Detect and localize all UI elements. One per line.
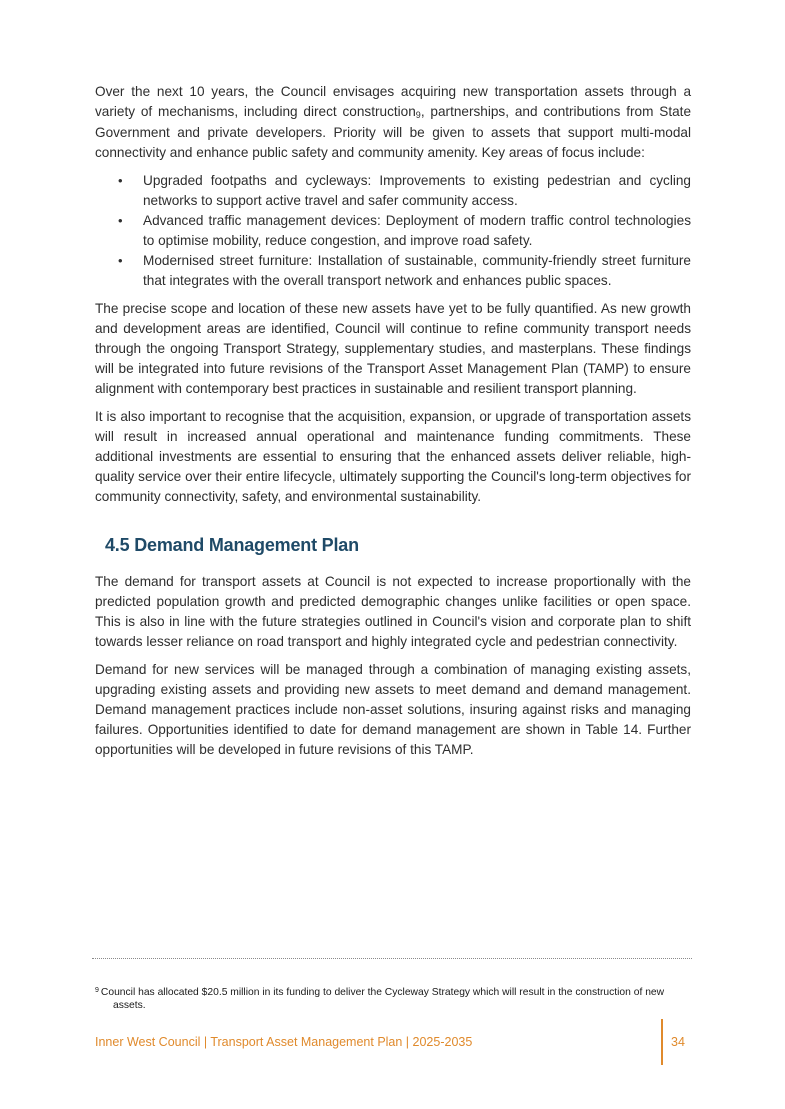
- footnote-text: Council has allocated $20.5 million in its funding to deliver the Cycleway Strategy which will result in the construction of new: [100, 987, 665, 998]
- page-footer: Inner West Council | Transport Asset Management Plan | 2025-2035: [95, 1035, 473, 1049]
- acquisition-paragraph: It is also important to recognise that the acquisition, expansion, or upgrade of transportation assets will result in increased annual operational and maintenance funding commitments. These additional investments are essential to ensuring that the enhanced assets deliver reliable, high-quality service over their entire lifecycle, ultimately supporting the Council's long-term objectives for community connectivity, safety, and environmental sustainability.: [95, 409, 691, 504]
- list-item: [118, 211, 691, 251]
- footnote-mark: 9: [95, 987, 99, 994]
- list-item-text: Upgraded footpaths and cycleways: Improvements to existing pedestrian and cycling networks to support active travel and safer community access.: [143, 173, 691, 208]
- footnote-reference[interactable]: 9: [415, 110, 421, 120]
- demand-paragraph-2: Demand for new services will be managed through a combination of managing existing assets, upgrading existing assets and providing new assets to meet demand and demand management. Demand management practices include non-asset solutions, insuring against risks and managing failures. Opportunities identified to date for demand management are shown in Table 14. Further opportunities will be developed in future revisions of this TAMP.: [95, 662, 691, 757]
- section-heading: 4.5 Demand Management Plan: [105, 535, 359, 555]
- footer-divider: [661, 1019, 663, 1065]
- list-item-text: Modernised street furniture: Installation of sustainable, community-friendly street furniture that integrates with the overall transport network and enhances public spaces.: [143, 253, 691, 288]
- bullet-icon: •: [118, 173, 123, 188]
- list-item-text: Advanced traffic management devices: Deployment of modern traffic control technologies to optimise mobility, reduce congestion, and improve road safety.: [143, 213, 691, 248]
- footnote-divider: [92, 958, 692, 959]
- footnote-text-continued: assets.: [113, 1000, 146, 1011]
- scope-paragraph: The precise scope and location of these new assets have yet to be fully quantified. As new growth and development areas are identified, Council will continue to refine community transport needs through the ongoing Transport Strategy, supplementary studies, and masterplans. These findings will be integrated into future revisions of the Transport Asset Management Plan (TAMP) to ensure alignment with contemporary best practices in sustainable and resilient transport planning.: [95, 301, 691, 396]
- focus-areas-list: [95, 171, 691, 291]
- intro-paragraph: [95, 82, 691, 163]
- page-content: [95, 82, 691, 768]
- bullet-icon: •: [118, 253, 123, 268]
- list-item: [118, 251, 691, 291]
- footnote: [95, 987, 691, 1012]
- demand-paragraph-1: The demand for transport assets at Council is not expected to increase proportionally with the predicted population growth and predicted demographic changes unlike facilities or open space. This is also in line with the future strategies outlined in Council's vision and corporate plan to shift towards lesser reliance on road transport and highly integrated cycle and pedestrian connectivity.: [95, 574, 691, 649]
- list-item: [118, 171, 691, 211]
- intro-text: Over the next 10 years, the Council envisages acquiring new transportation assets through a variety of mechanisms, including direct construction: [95, 84, 691, 119]
- page-number: 34: [671, 1035, 685, 1049]
- intro-text-continued: , partnerships, and contributions from State Government and private developers. Priority will be given to assets that support multi-modal connectivity and enhance public safety and community amenity. Key areas of focus include:: [95, 104, 691, 160]
- bullet-icon: •: [118, 213, 123, 228]
